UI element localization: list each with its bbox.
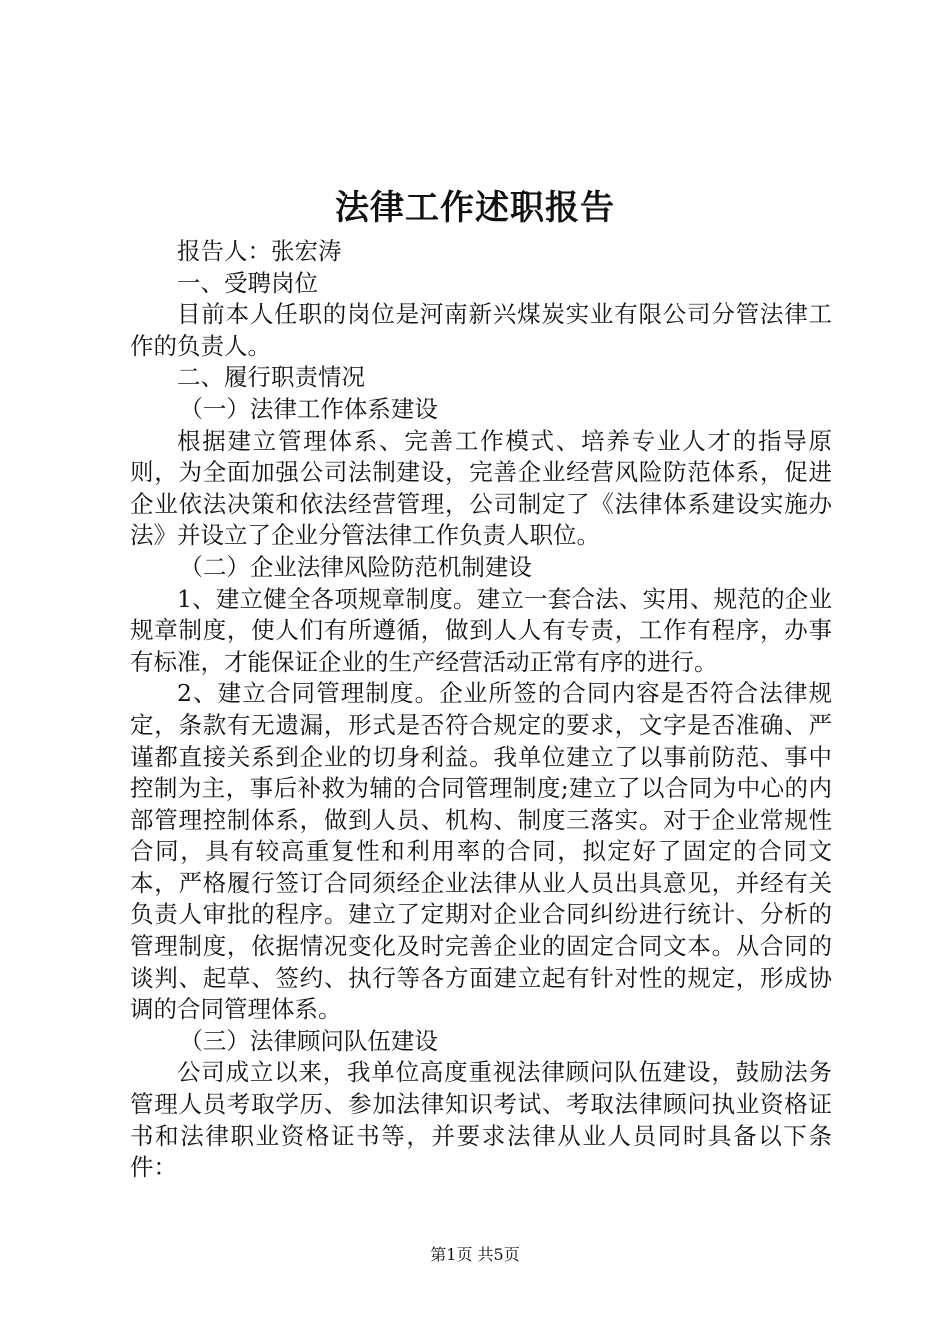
paragraph-position: 目前本人任职的岗位是河南新兴煤炭实业有限公司分管法律工作的负责人。 [130,300,832,360]
subsection-heading-3: （三）法律顾问队伍建设 [179,1026,438,1055]
paragraph-legal-system: 根据建立管理体系、完善工作模式、培养专业人才的指导原则，为全面加强公司法制建设，完善企业经营风险防范体系，促进企业依法决策和依法经营管理，公司制定了《法律体系建设实施办法》并设立了企业分管法律工作负责人职位。 [130,426,832,550]
subsection-heading-2: （二）企业法律风险防范机制建设 [179,552,532,581]
document-body [130,236,832,1184]
document-title: 法律工作述职报告 [335,188,615,228]
section-heading-2: 二、履行职责情况 [177,363,365,392]
page-footer: 第1页 共5页 [430,1245,520,1264]
subsection-heading-1: （一）法律工作体系建设 [179,394,438,423]
section-heading-1: 一、受聘岗位 [177,268,318,297]
paragraph-counsel-team: 公司成立以来，我单位高度重视法律顾问队伍建设，鼓励法务管理人员考取学历、参加法律知识考试、考取法律顾问执业资格证书和法律职业资格证书等，并要求法律从业人员同时具备以下条件： [130,1058,832,1182]
paragraph-contracts: 2、建立合同管理制度。企业所签的合同内容是否符合法律规定，条款有无遗漏，形式是否符合规定的要求，文字是否准确、严谨都直接关系到企业的切身利益。我单位建立了以事前防范、事中控制为主，事后补救为辅的合同管理制度;建立了以合同为中心的内部管理控制体系，做到人员、机构、制度三落实。对于企业常规性合同，具有较高重复性和利用率的合同，拟定好了固定的合同文本，严格履行签订合同须经企业法律从业人员出具意见，并经有关负责人审批的程序。建立了定期对企业合同纠纷进行统计、分析的管理制度，依据情况变化及时完善企业的固定合同文本。从合同的谈判、起草、签约、执行等各方面建立起有针对性的规定，形成协调的合同管理体系。 [130,679,832,1024]
paragraph-rules: 1、建立健全各项规章制度。建立一套合法、实用、规范的企业规章制度，使人们有所遵循，做到人人有专责，工作有程序，办事有标准，才能保证企业的生产经营活动正常有序的进行。 [130,584,832,676]
reporter-line: 报告人：张宏涛 [177,237,342,265]
